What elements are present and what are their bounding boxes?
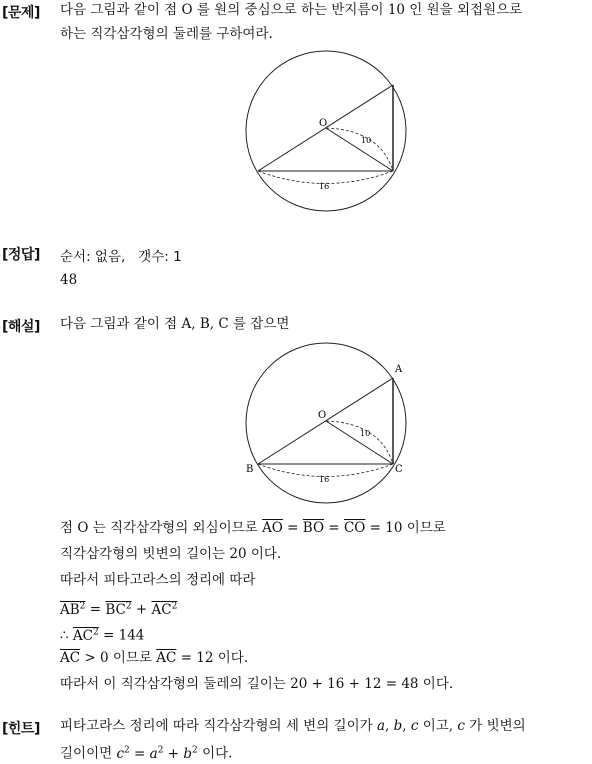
- fig2-label-16: 16: [319, 475, 330, 484]
- solution-line-6: 따라서 이 직각삼각형의 둘레의 길이는 20 + 16 + 12 = 48 이다.: [60, 676, 454, 692]
- answer-meta: 순서: 없음, 갯수: 1: [60, 249, 182, 265]
- fig1-label-16: 16: [319, 182, 330, 191]
- problem-label: [문제]: [2, 5, 40, 21]
- solution-line-1-post: = 10 이므로: [369, 520, 446, 536]
- fig1-label-o: O: [319, 118, 328, 129]
- hint-line-2-post: 이다.: [202, 745, 233, 762]
- hint-var-b: b: [393, 718, 403, 734]
- solution-intro: 다음 그림과 같이 점 A, B, C 를 잡으면: [60, 316, 290, 332]
- hint-var-a: a: [376, 718, 386, 734]
- hint-var-c-2: c: [457, 718, 465, 734]
- segment-bc-squared: $BC^2$: [105, 601, 132, 618]
- fig2-label-b: B: [246, 464, 254, 475]
- solution-line-5: [60, 648, 248, 668]
- segment-ac-squared-2: $AC^2$: [72, 627, 99, 644]
- problem-figure: [240, 48, 416, 216]
- fig2-label-10: 10: [360, 429, 371, 438]
- solution-eq-ac-squared: [60, 622, 144, 646]
- hint-line-1-mid: 이고,: [422, 718, 454, 734]
- solution-line-1: 점 O 는 직각삼각형의 외심이므로 $\overline{AO} = \overline{BO} = \overline{CO} = 10$ 이므로: [60, 520, 446, 536]
- segment-ac-squared: $AC^2$: [151, 601, 178, 618]
- segment-ac-2: $\overline{AC}$: [156, 650, 177, 666]
- hint-line-2-pre: 길이이면: [60, 745, 113, 762]
- hint-label: [힌트]: [2, 721, 40, 737]
- fig2-label-o: O: [318, 410, 327, 421]
- eq-ac-squared-value: = 144: [103, 627, 145, 644]
- fig1-label-10: 10: [361, 136, 372, 145]
- hint-var-c: c: [410, 718, 419, 734]
- problem-line-2: 하는 직각삼각형의 둘레를 구하여라.: [60, 26, 273, 42]
- segment-ab-squared: $AB^2$: [60, 601, 86, 618]
- answer-value: 48: [60, 272, 78, 288]
- solution-line-2: 직각삼각형의 빗변의 길이는 20 이다.: [60, 546, 282, 562]
- answer-label: [정답]: [2, 247, 40, 263]
- hint-line-1: 피타고라스 정리에 따라 직각삼각형의 세 변의 길이가 a, b, c 이고, c 가 빗변의: [60, 718, 526, 734]
- solution-eq-pythagoras: $AB^2 = BC^2 + AC^2$: [60, 601, 178, 618]
- solution-figure: [236, 338, 420, 510]
- solution-line-1-pre: 점 O 는 직각삼각형의 외심이므로: [60, 520, 258, 536]
- solution-line-3: 따라서 피타고라스의 정리에 따라: [60, 572, 256, 588]
- hint-formula: $c^2 = a^2 + b^2$: [116, 745, 198, 762]
- segment-bo: $\overline{BO}$: [302, 520, 325, 536]
- fig2-label-a: A: [395, 364, 403, 375]
- therefore-symbol: ∴: [60, 627, 69, 644]
- solution-line-5-post: = 12 이다.: [180, 650, 249, 666]
- fig2-label-c: C: [395, 464, 403, 475]
- segment-ac-1: $\overline{AC}$: [60, 650, 81, 666]
- solution-line-5-mid: > 0 이므로: [84, 650, 152, 666]
- hint-line-1-post: 가 빗변의: [469, 718, 526, 734]
- hint-line-1-pre: 피타고라스 정리에 따라 직각삼각형의 세 변의 길이가: [60, 718, 373, 734]
- segment-ao: $\overline{AO}$: [262, 520, 283, 536]
- solution-label: [해설]: [2, 319, 40, 335]
- problem-line-1: 다음 그림과 같이 점 O 를 원의 중심으로 하는 반지름이 10 인 원을 외접원으로: [60, 2, 523, 18]
- segment-co: $\overline{CO}$: [343, 520, 366, 536]
- hint-line-2: [60, 740, 232, 764]
